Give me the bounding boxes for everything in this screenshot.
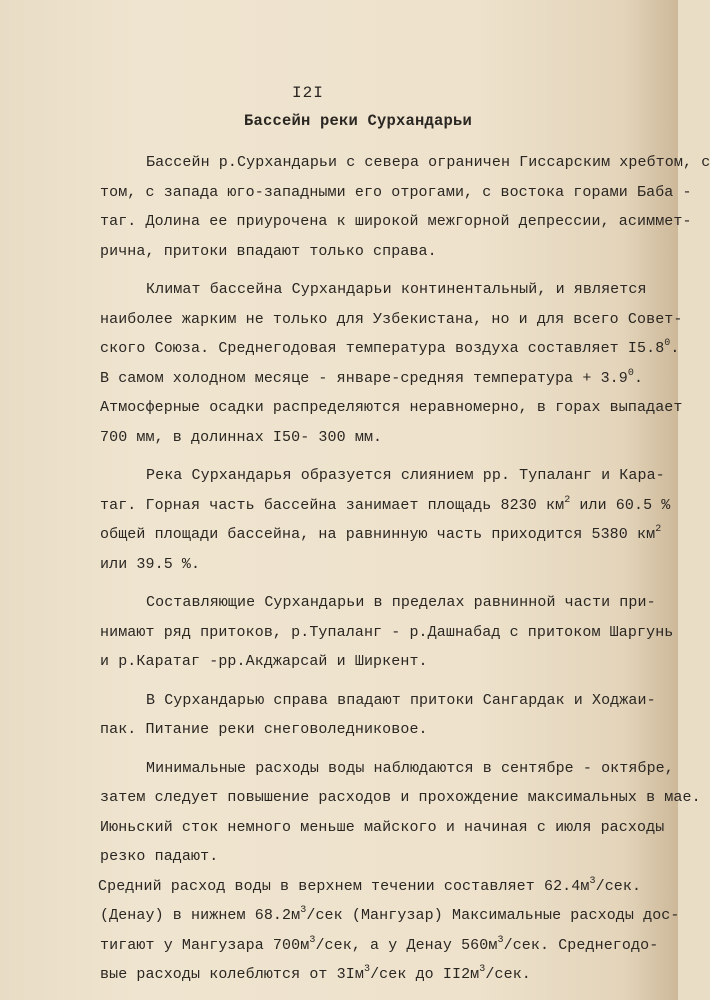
text-segment: В Сурхандарью справа впадают притоки Сангардак и Ходжаи- [146, 691, 656, 709]
paragraph-gap [100, 266, 660, 275]
text-line [100, 275, 660, 305]
text-segment: /сек. Среднегодо- [503, 936, 659, 954]
text-line [98, 872, 660, 902]
page-number: I2I [292, 84, 324, 102]
text-line [100, 393, 683, 423]
text-segment: нимают ряд притоков, р.Тупаланг - р.Дашнабад с притоком Шаргунь [100, 623, 674, 641]
superscript: 0 [627, 367, 634, 379]
text-segment: /сек. [595, 877, 642, 895]
text-line [100, 960, 660, 990]
paragraph [98, 754, 701, 990]
text-line [100, 842, 660, 872]
text-line [100, 461, 665, 491]
text-line [100, 618, 674, 648]
text-line [100, 237, 660, 267]
paragraph [100, 588, 674, 677]
text-line [100, 754, 674, 784]
text-line [100, 550, 660, 580]
superscript: 3 [309, 934, 316, 946]
text-line [100, 334, 680, 364]
superscript: 3 [300, 905, 307, 916]
text-line [100, 491, 671, 521]
superscript: 0 [664, 338, 671, 349]
text-segment: затем следует повышение расходов и прохождение максимальных в мае. [100, 789, 701, 806]
paragraph [100, 275, 683, 452]
text-segment: /сек до II2м [370, 966, 480, 983]
text-line [100, 520, 660, 550]
text-segment: Июньский сток немного меньше майского и начиная с июля расходы [100, 818, 665, 836]
paragraph-gap [100, 677, 660, 686]
text-segment: или 60.5 % [570, 496, 671, 514]
text-segment: Минимальные расходы воды наблюдаются в сентябре - октябре, [146, 759, 674, 777]
text-line [100, 588, 660, 618]
text-line [100, 715, 660, 745]
superscript: 2 [655, 524, 662, 535]
paragraph-gap [100, 579, 660, 588]
text-segment: /сек, а у Денау 560м [315, 936, 498, 954]
page-title: Бассейн реки Сурхандарьи [244, 112, 473, 130]
text-segment: . [634, 369, 644, 387]
paragraph-gap [100, 745, 660, 754]
text-segment: или 39.5 %. [100, 555, 201, 573]
text-line [100, 783, 701, 813]
text-segment: вые расходы колеблются от 3Iм [100, 966, 364, 983]
text-segment: таг. Долина ее приурочена к широкой межгорной депрессии, асиммет- [100, 213, 692, 230]
superscript: 2 [564, 494, 571, 506]
superscript: 3 [497, 934, 504, 946]
text-segment: Составляющие Сурхандарьи в пределах равнинной части при- [146, 594, 656, 611]
text-line [100, 207, 692, 237]
text-segment: общей площади бассейна, на равнинную часть приходится 5380 км [100, 526, 656, 543]
paragraph [100, 461, 671, 579]
text-segment: Средний расход воды в верхнем течении составляет 62.4м [98, 877, 590, 895]
text-segment: ского Союза. Среднегодовая температура воздуха составляет I5.8 [100, 340, 665, 357]
text-segment: Атмосферные осадки распределяются неравномерно, в горах выпадает [100, 399, 683, 416]
text-segment: наиболее жарким не только для Узбекистана, но и для всего Совет- [100, 310, 683, 328]
text-line [100, 931, 660, 961]
text-segment: резко падают. [100, 848, 219, 865]
text-segment: тигают у Мангузара 700м [100, 936, 310, 954]
text-segment: Река Сурхандарья образуется слиянием рр. Тупаланг и Кара- [146, 467, 665, 484]
paragraph-gap [100, 452, 660, 461]
text-line [100, 901, 680, 931]
text-segment: В самом холодном месяце - январе-средняя температура + 3.9 [100, 369, 628, 387]
text-line [100, 647, 660, 677]
text-line [100, 148, 710, 178]
superscript: 3 [363, 964, 371, 975]
text-segment: . [670, 340, 680, 357]
paragraph [100, 148, 710, 266]
text-segment: таг. Горная часть бассейна занимает площадь 8230 км [100, 496, 565, 514]
text-line [100, 686, 660, 716]
text-segment: (Денау) в нижнем 68.2м [100, 907, 301, 924]
text-line [100, 813, 665, 843]
text-line [100, 423, 660, 453]
text-segment: и р.Каратаг -рр.Акджарсай и Ширкент. [100, 653, 428, 670]
text-segment: Бассейн р.Сурхандарьи с севера ограничен Гиссарским хребтом, с [146, 154, 710, 171]
text-line [100, 364, 660, 394]
text-segment: Климат бассейна Сурхандарьи континентальный, и является [146, 281, 647, 298]
superscript: 3 [589, 875, 596, 887]
superscript: 3 [479, 964, 486, 975]
text-segment: рична, притоки впадают только справа. [100, 242, 437, 260]
text-segment: /сек. [485, 966, 531, 983]
paragraph [100, 686, 660, 745]
text-segment: пак. Питание реки снеговоледниковое. [100, 721, 428, 738]
text-segment: 700 мм, в долиннах I50- 300 мм. [100, 428, 383, 446]
text-segment: том, с запада юго-западными его отрогами, с востока горами Баба - [100, 183, 692, 201]
text-segment: /сек (Мангузар) Максимальные расходы дос- [306, 907, 680, 924]
document-body [98, 148, 710, 990]
text-line [100, 305, 683, 335]
text-line [100, 178, 692, 208]
